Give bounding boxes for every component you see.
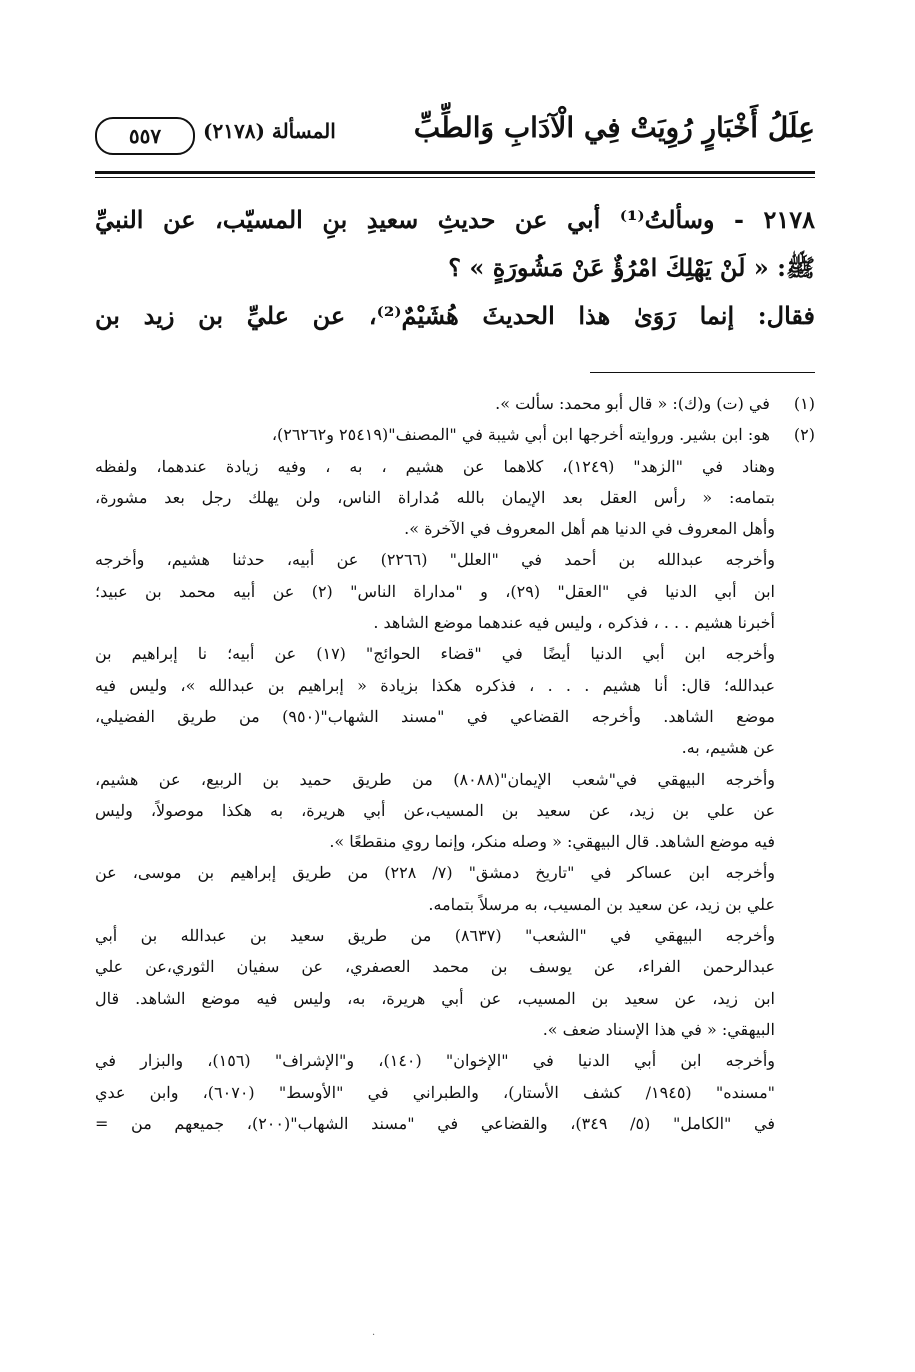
footnote-number: (١) [793, 394, 815, 413]
footnote-line: بتمامه: « رأس العقل بعد الإيمان بالله مُداراة الناس، ولن يهلك رجل بعد مشورة، [95, 487, 775, 507]
footnote-line: في "الكامل" (٥/ ٣٤٩)، والقضاعي في "مسند الشهاب"(٢٠٠)، جميعهم من = [95, 1113, 776, 1133]
footnote-line: عن علي بن زيد، عن سعيد بن المسيب،عن أبي هريرة، به هكذا موصولاً، وليس [95, 800, 775, 820]
footnote-line: وهناد في "الزهد" (١٢٤٩)، كلاهما عن هشيم ، به ، وفيه زيادة عندهما، ولفظه [95, 456, 775, 476]
footnote-line: ابن زيد، عن سعيد بن المسيب، عن أبي هريرة، به، وليس فيه موضع الشاهد. قال [95, 988, 775, 1008]
footnote-line: "مسنده" (١٩٤٥/ كشف الأستار)، والطبراني في "الأوسط" (٦٠٧٠)، وابن عدي [95, 1082, 776, 1102]
book-title: عِلَلُ أَخْبَارٍ رُوِيَتْ فِي الْآدَابِ وَالطِّبِّ [413, 111, 815, 144]
page-number: ٥٥٧ [128, 124, 162, 148]
footnote-1 [95, 388, 815, 419]
running-header [95, 105, 815, 161]
footnote-line: علي بن زيد، عن سعيد بن المسيب، به مرسلاً بتمامه. [428, 894, 775, 914]
footnote-number: (٢) [793, 425, 815, 445]
footnote-line: فيه موضع الشاهد. قال البيهقي: « وصله منكر، وإنما روي منقطعًا ». [329, 832, 775, 852]
footnote-line: وأخرجه ابن أبي الدنيا في "الإخوان" (١٤٠)، و"الإشراف" (١٥٦)، والبزار في [95, 1051, 776, 1071]
footnote-line: عبدالرحمن الفراء، عن يوسف بن محمد العصفري، عن سفيان الثوري،عن علي [95, 957, 775, 977]
footnote-line: وأخرجه عبدالله بن أحمد في "العلل" (٢٢٦٦) عن أبيه، حدثنا هشيم، وأخرجه [95, 550, 775, 570]
footnote-2 [95, 419, 815, 450]
header-rule-thin [95, 177, 815, 178]
footnote-line: وأخرجه ابن أبي الدنيا أيضًا في "قضاء الحوائج" (١٧) عن أبيه؛ نا إبراهيم بن [95, 644, 775, 664]
footnote-line: ابن أبي الدنيا في "العقل" (٢٩)، و "مداراة الناس" (٢) عن أبيه محمد بن عبيد؛ [95, 581, 776, 601]
footnote-line: البيهقي: « في هذا الإسناد ضعف ». [542, 1019, 775, 1039]
issue-label: المسألة (٢١٧٨) [203, 119, 336, 143]
footnotes [95, 388, 815, 1139]
main-text [95, 196, 815, 340]
main-line: ٢١٧٨ - وسألتُ⁽¹⁾ أبي عن حديثِ سعيدِ بنِ المسيّب، عن النبيِّ [95, 205, 815, 234]
footnote-line: وأخرجه البيهقي في"شعب الإيمان"(٨٠٨٨) من طريق حميد بن الربيع، عن هشيم، [95, 769, 776, 789]
footnote-text: في (ت) و(ك): « قال أبو محمد: سألت ». [495, 394, 770, 413]
footnote-text: هو: ابن بشير. وروايته أخرجها ابن أبي شيبة في "المصنف"(٢٥٤١٩ و٢٦٢٦٢)، [271, 425, 770, 445]
footnote-line: أخبرنا هشيم . . . ، فذكره ، وليس فيه عندهما موضع الشاهد . [373, 613, 775, 633]
footnote-separator [590, 372, 815, 373]
footnote-line: وأهل المعروف في الدنيا هم أهل المعروف في الآخرة ». [404, 519, 775, 539]
footnote-line: عبدالله؛ قال: أنا هشيم . . . ، فذكره هكذا بزيادة « إبراهيم بن عبدالله »، وليس فيه [95, 675, 776, 695]
main-line: ﷺ: « لَنْ يَهْلِكَ امْرُؤٌ عَنْ مَشُورَةٍ » ؟ [448, 253, 815, 282]
footnote-line: موضع الشاهد. وأخرجه القضاعي في "مسند الشهاب"(٩٥٠) من طريق الفضيلي، [95, 706, 776, 726]
main-line: فقال: إنما رَوَىٰ هذا الحديثَ هُشَيْمٌ⁽²⁾، عن عليِّ بن زيد بن [95, 301, 815, 330]
footnote-line: وأخرجه البيهقي في "الشعب" (٨٦٣٧) من طريق سعيد بن عبدالله بن أبي [95, 926, 775, 946]
header-rule [95, 171, 815, 174]
footnote-line: عن هشيم، به. [681, 738, 775, 758]
page-number-badge [95, 117, 195, 155]
footnote-line: وأخرجه ابن عساكر في "تاريخ دمشق" (٧/ ٢٢٨) من طريق إبراهيم بن موسى، عن [95, 863, 776, 883]
footer-mark: · [372, 1330, 376, 1341]
